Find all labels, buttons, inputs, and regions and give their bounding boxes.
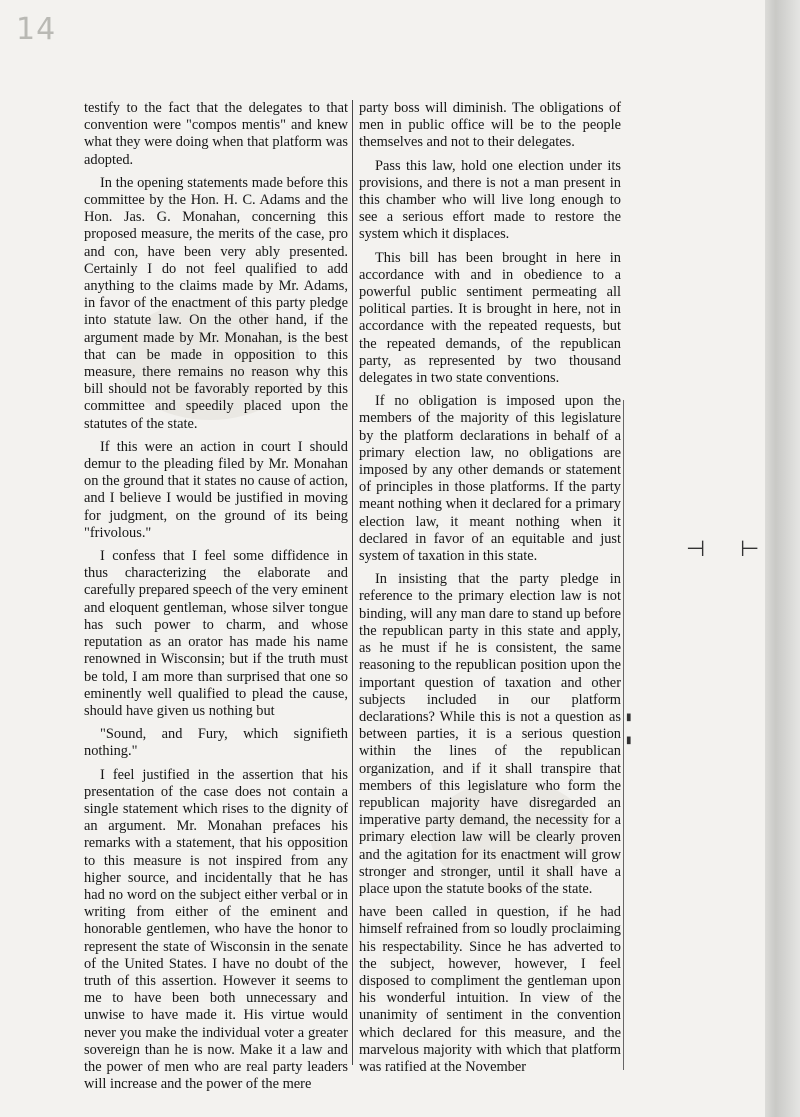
text-paragraph: In insisting that the party pledge in reference to the primary election law is not binding, will any man dare to stand up before the republican party in this state and apply, as he must if he is consistent, the same reasoning to the republican position upon the important question of taxation and other subjects included in our platform declarations? While this is not a question as between parties, it is a serious question within the lines of the republican organization, and if it shall transpire that members of this legislature who form the republican majority have disregarded an imperative party demand, the necessity for a primary election law will be clearly proven and the agitation for its enactment will grow stronger and stronger, until it shall have a place upon the statute books of the state. (359, 571, 621, 897)
right-text-column (359, 100, 621, 1082)
text-paragraph: party boss will diminish. The obligations of men in public office will be to the people themselves and not to their delegates. (359, 100, 621, 151)
text-paragraph: In the opening statements made before this committee by the Hon. H. C. Adams and the Hon. Jas. G. Monahan, concerning this proposed measure, the merits of the case, pro and con, have been very ably presented. Certainly I do not feel qualified to add anything to the claims made by Mr. Adams, in favor of the enactment of this party pledge into statute law. On the other hand, if the argument made by Mr. Monahan, is the best that can be made in opposition to this measure, there remains no reason why this bill should not be favorably reported by this committee and speedily placed upon the statutes of the state. (84, 174, 348, 432)
column-divider (352, 100, 353, 1065)
text-paragraph: I feel justified in the assertion that his presentation of the case does not contain a single statement which rises to the dignity of an argument. Mr. Monahan prefaces his remarks with a statement, that his opposition to this measure is not inspired from any higher source, and incidentally that he has had no word on the subject either verbal or in writing from either of the eminent and honorable gentlemen, who have the honor to represent the state of Wisconsin in the senate of the United States. I have no doubt of the truth of this assertion. However it seems to me to have been both unnecessary and unwise to have made it. His virtue would never you make the individual voter a greater sovereign than he is now. Make it a law and the power of men who are real party leaders will increase and the power of the mere (84, 766, 348, 1093)
scan-edge (765, 0, 800, 1117)
column-edge-rule (623, 400, 624, 1070)
text-paragraph: If this were an action in court I should demur to the pleading filed by Mr. Monahan on the ground that it states no cause of action, and I believe I would be justified in moving for judgment, on the ground of its being "frivolous." (84, 438, 348, 541)
text-paragraph: If no obligation is imposed upon the members of the majority of this legislature by the platform declarations in behalf of a primary election law, no obligations are imposed by any other demands or statement of principles in those platforms. If the party meant nothing when it declared for a primary election law, it meant nothing when it declared in favor of an equitable and just system of taxation in this state. (359, 393, 621, 565)
margin-mark: ⊣ (686, 537, 706, 562)
text-paragraph: I confess that I feel some diffidence in thus characterizing the elaborate and carefully prepared speech of the very eminent and eloquent gentleman, whose silver tongue has such power to charm, and whose reputation as an orator has made his name renowned in Wisconsin; but if the truth must be told, I am more than surprised that one so eminently well qualified to plead the cause, should have given us nothing but (84, 548, 348, 719)
quotation-paragraph: "Sound, and Fury, which signifieth nothing." (84, 726, 348, 760)
margin-mark: ▮ (626, 712, 632, 723)
margin-mark: ▮ (626, 735, 632, 746)
text-paragraph: have been called in question, if he had himself refrained from so loudly proclaiming his respectability. Since he has adverted to the subject, however, however, I feel disposed to compliment the gentleman upon his wonderful intuition. In view of the unanimity of sentiment in the convention which declared for this measure, and the marvelous majority with which that platform was ratified at the November (359, 904, 621, 1075)
text-paragraph: This bill has been brought in here in accordance with and in obedience to a powerful public sentiment permeating all political parties. It is brought in here, not in accordance with the repeated requests, but the repeated demands, of the republican party, as represented by two thousand delegates in two state conventions. (359, 249, 621, 387)
text-paragraph: Pass this law, hold one election under its provisions, and there is not a man present in this chamber who will live long enough to see a serious effort made to restore the system which it displaces. (359, 157, 621, 243)
left-text-column (84, 100, 348, 1099)
margin-mark: ⊢ (740, 537, 760, 562)
text-paragraph: testify to the fact that the delegates to that convention were "compos mentis" and knew what they were doing when that platform was adopted. (84, 100, 348, 168)
page-number: 14 (16, 12, 57, 47)
